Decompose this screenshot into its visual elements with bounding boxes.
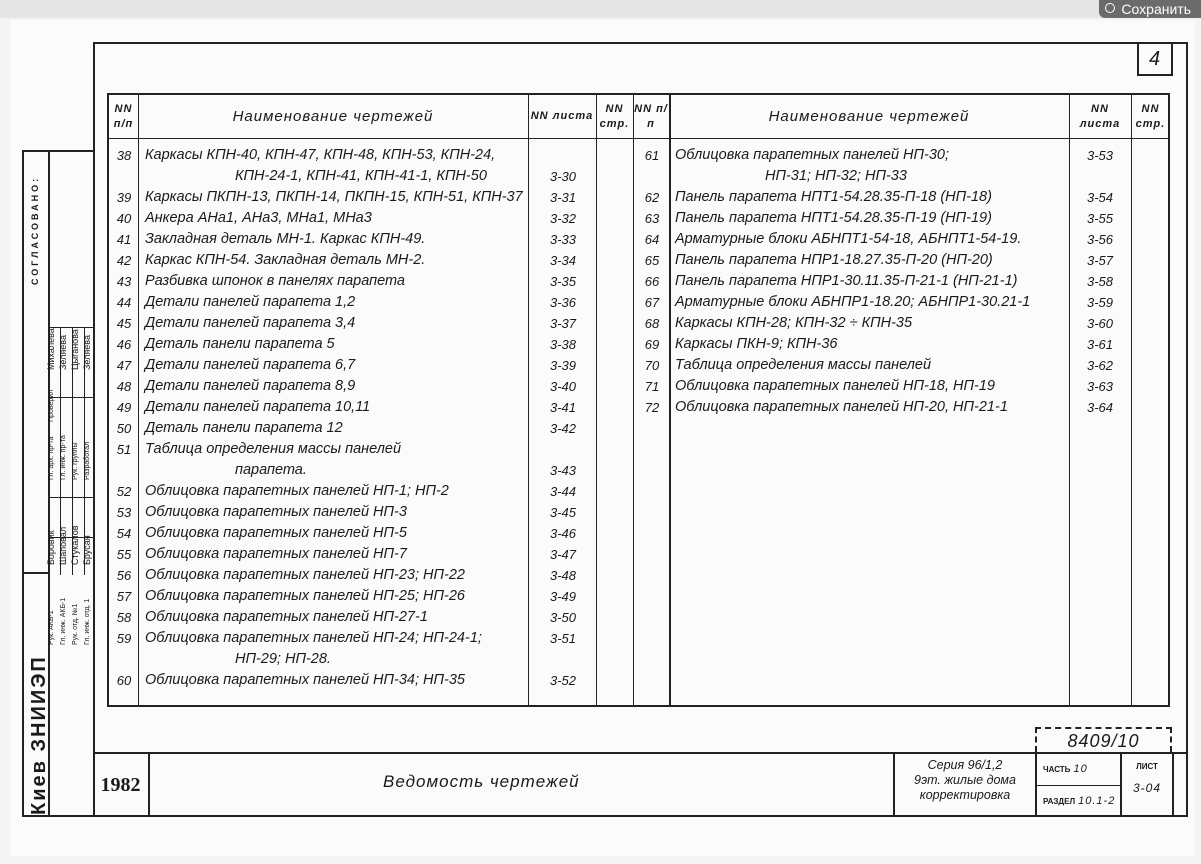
table-row (109, 187, 597, 208)
sheet-number: 3-61 (1086, 337, 1114, 352)
drawing-name (139, 418, 529, 439)
table-row (109, 418, 597, 439)
stamp-names-entry: Шаповал (58, 526, 68, 565)
sheet-number: 3-36 (549, 295, 577, 310)
sheet-number: 3-40 (549, 379, 577, 394)
sheet-number: 3-49 (549, 589, 577, 604)
drawing-name-line: Закладная деталь МН-1. Каркас КПН-49. (145, 231, 426, 247)
row-number: 65 (644, 253, 660, 268)
table-row (109, 544, 597, 565)
table-row (109, 145, 597, 187)
organization-name: Киев ЗНИИЭП (28, 655, 50, 815)
sheet-number: 3-56 (1086, 232, 1114, 247)
col-divider (633, 95, 634, 705)
table-row (109, 670, 597, 691)
part-value: 10 (1073, 763, 1088, 775)
row-number: 61 (644, 148, 660, 163)
drawing-name (139, 670, 529, 691)
table-row (635, 271, 1131, 292)
stamp-roles-2-entry: Разработал (84, 441, 91, 480)
stamp-roles-2-entry: Гл. арх. пр-та (48, 436, 55, 480)
table-row (635, 292, 1131, 313)
row-number: 63 (644, 211, 660, 226)
drawing-name (669, 313, 1069, 334)
row-number: 45 (116, 316, 132, 331)
table-row (109, 439, 597, 481)
stamp-roles-entry: Гл. инж. АКБ-1 (60, 597, 67, 645)
drawing-name (139, 439, 529, 481)
save-icon (1105, 3, 1115, 13)
header-name: Наименование чертежей (232, 108, 434, 125)
row-number: 64 (644, 232, 660, 247)
drawing-name (669, 355, 1069, 376)
table-row (109, 628, 597, 670)
drawing-name-line: Арматурные блоки АБНПТ1-54-18, АБНПТ1-54-19. (675, 231, 1022, 247)
drawing-name-line: Облицовка парапетных панелей НП-23; НП-22 (145, 567, 465, 583)
table-row (109, 292, 597, 313)
sheet-number: 3-57 (1086, 253, 1114, 268)
drawing-name-line: Детали панелей парапета 1,2 (145, 294, 356, 310)
sheet-number: 3-31 (549, 190, 577, 205)
document-code: 8409/10 (1035, 727, 1172, 752)
table-row (109, 313, 597, 334)
drawing-name (669, 271, 1069, 292)
table-row (109, 250, 597, 271)
section-value: 10.1-2 (1078, 795, 1116, 807)
drawing-name-line: Каркасы КПН-28; КПН-32 ÷ КПН-35 (675, 315, 913, 331)
drawing-name-line: Панель парапета НПР1-18.27.35-П-20 (НП-20) (675, 252, 993, 268)
drawing-name-line: НП-31; НП-32; НП-33 (765, 168, 907, 184)
header-num-right: NN п/п (634, 102, 668, 130)
drawing-name-line: Облицовка парапетных панелей НП-3 (145, 504, 407, 520)
header-sheet-right: NN листа (1079, 102, 1121, 130)
drawing-name-line: Облицовка парапетных панелей НП-1; НП-2 (145, 483, 449, 499)
table-row (109, 565, 597, 586)
table-row (635, 376, 1131, 397)
sheet-number: 3-53 (1086, 148, 1114, 163)
series-info (893, 754, 1035, 817)
table-row (109, 271, 597, 292)
sheet-number: 3-60 (1086, 316, 1114, 331)
drawing-name (669, 145, 1069, 187)
sheet-number: 3-54 (1086, 190, 1114, 205)
table-row (109, 376, 597, 397)
row-number: 47 (116, 358, 132, 373)
sheet-number: 3-51 (549, 631, 577, 646)
drawing-name (139, 523, 529, 544)
drawing-name (669, 376, 1069, 397)
sheet-number: 3-42 (549, 421, 577, 436)
drawing-name-line: Панель парапета НПТ1-54.28.35-П-18 (НП-18) (675, 189, 992, 205)
header-num: NN п/п (113, 102, 134, 130)
document-title: Ведомость чертежей (383, 772, 580, 791)
row-number: 66 (644, 274, 660, 289)
drawing-name-line: Разбивка шпонок в панелях парапета (145, 273, 405, 289)
drawing-name (139, 271, 529, 292)
stamp-names-2-entry: Цыганова (70, 329, 80, 370)
sheet-cell (1120, 754, 1174, 817)
stamp-names-2-entry: Зеляева (82, 335, 92, 370)
row-number: 57 (116, 589, 132, 604)
row-number: 43 (116, 274, 132, 289)
drawing-name (139, 187, 529, 208)
sheet-number: 3-43 (549, 463, 577, 478)
sheet-number: 3-35 (549, 274, 577, 289)
header-sheet: NN листа (530, 110, 594, 122)
drawing-name-line: Арматурные блоки АБНПР1-18.20; АБНПР1-30.21-1 (675, 294, 1031, 310)
table-row (109, 334, 597, 355)
drawing-name-line: Панель парапета НПТ1-54.28.35-П-19 (НП-19) (675, 210, 992, 226)
row-number: 54 (116, 526, 132, 541)
agreed-label: СОГЛАСОВАНО: (30, 175, 40, 285)
drawing-name-line: Панель парапета НПР1-30.11.35-П-21-1 (НП-21-1) (675, 273, 1018, 289)
drawing-name (139, 229, 529, 250)
table-row (109, 208, 597, 229)
part-label: ЧАСТЬ (1043, 765, 1071, 774)
drawing-name (139, 586, 529, 607)
table-row (109, 607, 597, 628)
sheet-number: 3-37 (549, 316, 577, 331)
drawing-name (139, 355, 529, 376)
sheet-number: 3-30 (549, 169, 577, 184)
table-row (635, 334, 1131, 355)
series-line: корректировка (919, 788, 1011, 802)
row-number: 50 (116, 421, 132, 436)
drawing-name (669, 397, 1069, 418)
drawing-name-line: Анкера АНа1, АНа3, МНа1, МНа3 (145, 210, 372, 226)
sheet-number: 3-33 (549, 232, 577, 247)
drawing-name (669, 250, 1069, 271)
page-number: 4 (1137, 44, 1173, 76)
sheet-number: 3-59 (1086, 295, 1114, 310)
row-number: 71 (644, 379, 660, 394)
drawing-name-line: Каркасы КПН-40, КПН-47, КПН-48, КПН-53, КПН-24, (145, 147, 496, 163)
drawing-name (139, 607, 529, 628)
drawing-name (139, 250, 529, 271)
drawing-name-line: Облицовка парапетных панелей НП-7 (145, 546, 407, 562)
drawing-name (669, 208, 1069, 229)
row-number: 67 (644, 295, 660, 310)
row-number: 60 (116, 673, 132, 688)
header-name-right: Наименование чертежей (768, 108, 970, 125)
drawing-name-line: Облицовка парапетных панелей НП-27-1 (145, 609, 428, 625)
drawing-name-line: Облицовка парапетных панелей НП-25; НП-26 (145, 588, 465, 604)
header-page-right: NN стр. (1135, 102, 1166, 130)
drawing-name-line: КПН-24-1, КПН-41, КПН-41-1, КПН-50 (235, 168, 487, 184)
drawing-name-line: Детали панелей парапета 10,11 (145, 399, 371, 415)
header-divider (109, 138, 1168, 139)
drawing-name-line: Детали панелей парапета 6,7 (145, 357, 356, 373)
drawings-table (107, 93, 1170, 707)
sheet-value: 3-04 (1132, 781, 1162, 795)
table-row (635, 397, 1131, 418)
drawing-name (669, 229, 1069, 250)
sheet-number: 3-62 (1086, 358, 1114, 373)
sheet-label: ЛИСТ (1136, 762, 1158, 771)
series-line: 9эт. жилые дома (914, 773, 1016, 787)
drawing-name (139, 481, 529, 502)
drawing-name (139, 397, 529, 418)
row-number: 48 (116, 379, 132, 394)
row-number: 68 (644, 316, 660, 331)
row-number: 39 (116, 190, 132, 205)
drawing-name-line: Детали панелей парапета 8,9 (145, 378, 356, 394)
left-rows (109, 145, 597, 691)
part-section (1035, 754, 1122, 817)
drawing-name-line: Облицовка парапетных панелей НП-20, НП-21-1 (675, 399, 1008, 415)
table-row (109, 586, 597, 607)
table-row (109, 355, 597, 376)
sheet-number: 3-58 (1086, 274, 1114, 289)
row-number: 44 (116, 295, 132, 310)
series-line: Серия 96/1,2 (927, 758, 1003, 772)
row-number: 53 (116, 505, 132, 520)
row-number: 49 (116, 400, 132, 415)
drawing-name (669, 334, 1069, 355)
save-button[interactable] (1099, 0, 1201, 18)
drawing-name-line: Деталь панели парапета 12 (145, 420, 343, 436)
row-number: 62 (644, 190, 660, 205)
sheet-number: 3-52 (549, 673, 577, 688)
table-row (635, 208, 1131, 229)
table-row (109, 481, 597, 502)
table-row (109, 229, 597, 250)
drawing-name-line: Деталь панели парапета 5 (145, 336, 335, 352)
row-number: 40 (116, 211, 132, 226)
row-number: 41 (116, 232, 132, 247)
drawing-name (139, 313, 529, 334)
drawing-name (139, 208, 529, 229)
sheet-number: 3-32 (549, 211, 577, 226)
stamp-names-2-entry: Михалева (46, 328, 56, 370)
stamp-roles-2-entry: Проверил (48, 389, 55, 422)
sheet-number: 3-34 (549, 253, 577, 268)
table-row (635, 145, 1131, 187)
row-number: 59 (116, 631, 132, 646)
drawing-name (139, 145, 529, 187)
drawing-name (139, 292, 529, 313)
drawing-name (669, 292, 1069, 313)
drawing-name (139, 628, 529, 670)
drawing-name (669, 187, 1069, 208)
row-number: 58 (116, 610, 132, 625)
stamp-names-2-entry: Зеляева (58, 335, 68, 370)
sheet-number: 3-38 (549, 337, 577, 352)
table-row (635, 229, 1131, 250)
stamp-roles-entry: Рук. АКБ-1 (48, 610, 55, 645)
row-number: 56 (116, 568, 132, 583)
sheet-number: 3-41 (549, 400, 577, 415)
table-row (109, 523, 597, 544)
row-number: 72 (644, 400, 660, 415)
stamp-roles-2-entry: Рук. группы (72, 442, 79, 480)
row-number: 70 (644, 358, 660, 373)
stamp-roles-entry: Рук. отд. №1 (72, 603, 79, 645)
drawing-name-line: Облицовка парапетных панелей НП-5 (145, 525, 407, 541)
title-block (93, 752, 1188, 819)
drawing-name (139, 565, 529, 586)
drawing-name-line: Каркас КПН-54. Закладная деталь МН-2. (145, 252, 426, 268)
header-page: NN стр. (599, 102, 630, 130)
sheet-number: 3-63 (1086, 379, 1114, 394)
stamp-names-entry: Стукалов (70, 525, 80, 565)
year: 1982 (93, 754, 150, 817)
drawing-name (139, 334, 529, 355)
drawing-name-line: Таблица определения массы панелей (675, 357, 932, 373)
table-row (635, 313, 1131, 334)
stamp-roles-2-entry: Гл. инж. пр-та (60, 435, 67, 480)
sheet-number: 3-44 (549, 484, 577, 499)
drawing-name-line: Облицовка парапетных панелей НП-18, НП-19 (675, 378, 995, 394)
drawing-name (139, 502, 529, 523)
save-label: Сохранить (1121, 1, 1191, 17)
table-row (109, 502, 597, 523)
sheet-number: 3-50 (549, 610, 577, 625)
right-rows (635, 145, 1131, 418)
row-number: 38 (116, 148, 132, 163)
sheet-number: 3-47 (549, 547, 577, 562)
row-number: 69 (644, 337, 660, 352)
sheet-number: 3-46 (549, 526, 577, 541)
section-label: РАЗДЕЛ (1043, 797, 1076, 806)
sheet-number: 3-48 (549, 568, 577, 583)
stamp-roles-entry: Гл. инж. отд. 1 (84, 598, 91, 645)
table-row (635, 355, 1131, 376)
drawing-name (139, 544, 529, 565)
drawing-name-line: Каркасы ПКПН-13, ПКПН-14, ПКПН-15, КПН-51, КПН-37 (145, 189, 523, 205)
table-row (109, 397, 597, 418)
table-row (635, 187, 1131, 208)
sheet-number: 3-39 (549, 358, 577, 373)
row-number: 46 (116, 337, 132, 352)
row-number: 55 (116, 547, 132, 562)
row-number: 51 (116, 442, 132, 457)
stamp-names-entry: Брусан (82, 535, 92, 565)
sheet-number: 3-64 (1086, 400, 1114, 415)
table-row (635, 250, 1131, 271)
drawing-name-line: Каркасы ПКН-9; КПН-36 (675, 336, 838, 352)
row-number: 42 (116, 253, 132, 268)
row-number: 52 (116, 484, 132, 499)
sheet-number: 3-45 (549, 505, 577, 520)
drawing-name-line: Детали панелей парапета 3,4 (145, 315, 356, 331)
drawing-name-line: Облицовка парапетных панелей НП-34; НП-35 (145, 672, 465, 688)
sheet-number: 3-55 (1086, 211, 1114, 226)
drawing-name-line: Облицовка парапетных панелей НП-30; (675, 147, 950, 163)
stamp-names-entry: Боровик (46, 530, 56, 565)
drawing-name-line: парапета. (235, 462, 307, 478)
col-divider (1131, 95, 1132, 705)
drawing-name-line: НП-29; НП-28. (235, 651, 331, 667)
drawing-name-line: Таблица определения массы панелей (145, 441, 402, 457)
drawing-name (139, 376, 529, 397)
drawing-name-line: Облицовка парапетных панелей НП-24; НП-24-1; (145, 630, 482, 646)
top-bar (0, 0, 1201, 18)
